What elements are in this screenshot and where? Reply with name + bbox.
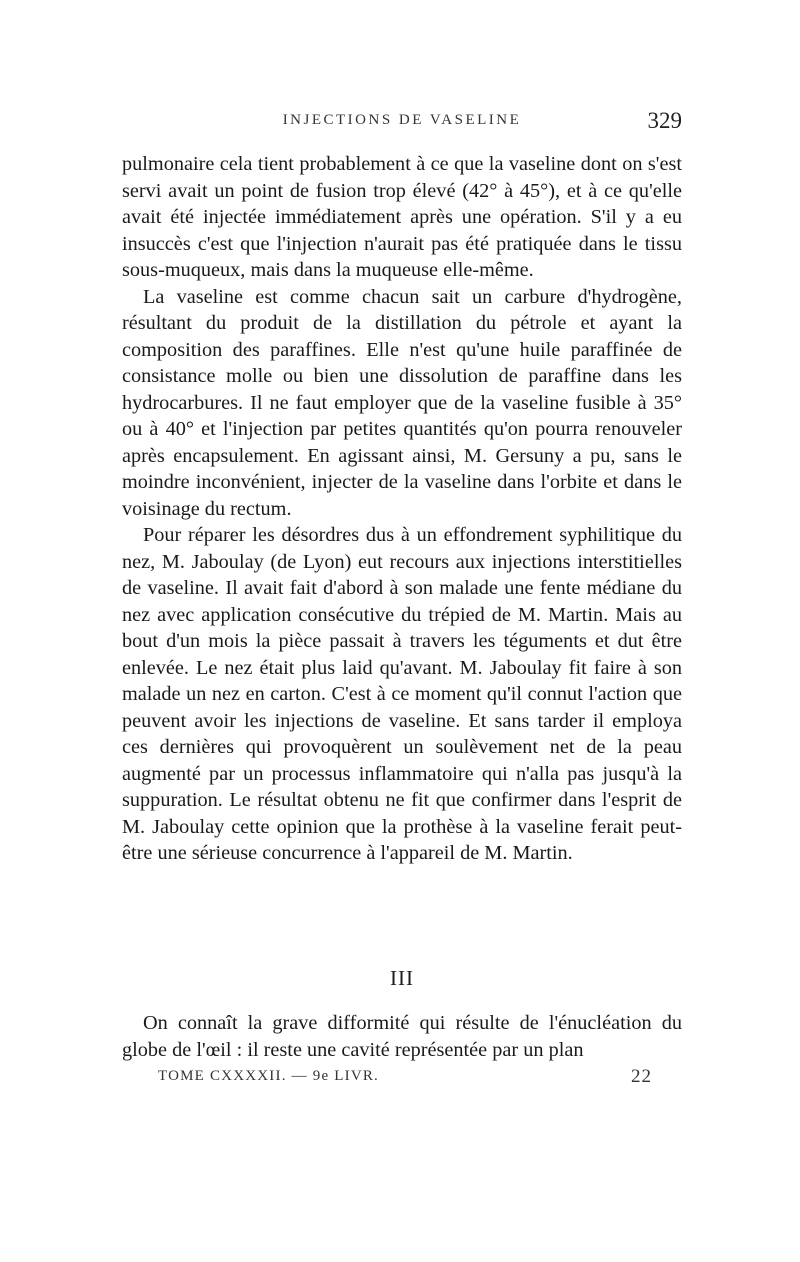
- footer-signature: TOME CXXXXII. — 9e LIVR.: [158, 1068, 380, 1084]
- paragraph-jaboulay-case: Pour réparer les désordres dus à un effondrement syphilitique du nez, M. Jaboulay (de Lyon) eut recours aux injections interstitielles de vaseline. Il avait fait d'abord à son malade une fente médiane du nez avec application consécutive du trépied de M. Martin. Mais au bout d'un mois la pièce passait à travers les téguments et dut être enlevée. Le nez était plus laid qu'avant. M. Jaboulay fit faire à son malade un nez en carton. C'est à ce moment qu'il connut l'action que peuvent avoir les injections de vaseline. Et sans tarder il employa ces dernières qui provoquèrent un soulèvement net de la peau augmenté par un processus inflammatoire qui n'alla pas jusqu'à la suppuration. Le résultat obtenu ne fit que confirmer dans l'esprit de M. Jaboulay cette opinion que la prothèse à la vaseline ferait peut-être une sérieuse concurrence à l'appareil de M. Martin.: [122, 524, 682, 864]
- section-text: [122, 1010, 682, 1063]
- section-heading: III: [390, 966, 414, 990]
- sheet-number: 22: [631, 1066, 652, 1087]
- running-title: INJECTIONS DE VASELINE: [282, 112, 522, 128]
- page-header: [122, 108, 682, 138]
- page-number: 329: [647, 108, 682, 133]
- paragraph-vaseline-composition: La vaseline est comme chacun sait un carbure d'hydrogène, résultant du produit de la distillation du pétrole et ayant la composition des paraffines. Elle n'est qu'une huile paraffinée de consistance molle ou bien une dissolution de paraffine dans les hydrocarbures. Il ne faut employer que de la vaseline fusible à 35° ou à 40° et l'injection par petites quantités qu'on pourra renouveler après encapsulement. En agissant ainsi, M. Gersuny a pu, sans le moindre inconvénient, injecter de la vaseline dans l'orbite et dans le voisinage du rectum.: [122, 285, 682, 520]
- paragraph-continuation: pulmonaire cela tient probablement à ce que la vaseline dont on s'est servi avait un point de fusion trop élevé (42° à 45°), et à ce qu'elle avait été injectée immédiatement après une opération. S'il y a eu insuccès c'est que l'injection n'aurait pas été pratiquée dans le tissu sous-muqueux, mais dans la muqueuse elle-même.: [122, 153, 682, 281]
- section-first-paragraph: On connaît la grave difformité qui résulte de l'énucléation du globe de l'œil : il reste une cavité représentée par un plan: [122, 1012, 682, 1061]
- body-text: [122, 151, 682, 867]
- page-footer: [158, 1066, 652, 1092]
